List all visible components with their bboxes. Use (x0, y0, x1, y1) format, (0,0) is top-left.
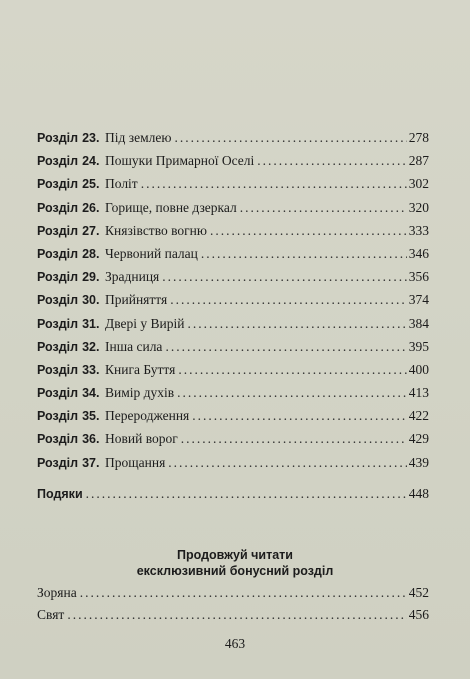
page-number: 448 (408, 486, 429, 501)
dot-leader (86, 486, 407, 502)
chapter-title: Переродження (105, 408, 190, 424)
dot-leader (187, 316, 406, 332)
bonus-title: Свят (37, 607, 65, 622)
chapter-title: Політ (105, 176, 138, 192)
page-number: 452 (408, 585, 429, 600)
chapter-title: Князівство вогню (105, 222, 207, 238)
toc-entry (37, 585, 429, 607)
toc-entry (37, 200, 429, 223)
chapter-title: Прощання (105, 454, 166, 470)
toc-entry (37, 455, 429, 478)
chapter-label: Розділ 26. (37, 200, 100, 215)
page-number: 413 (408, 385, 429, 401)
chapter-label: Розділ 25. (37, 177, 100, 192)
chapter-label: Розділ 24. (37, 154, 100, 169)
dot-leader (181, 431, 407, 447)
chapter-label: Розділ 35. (37, 409, 100, 424)
page-number: 374 (408, 292, 429, 308)
dot-leader (170, 292, 407, 308)
dot-leader (240, 200, 407, 216)
toc-entry (37, 176, 429, 199)
page-number: 422 (408, 408, 429, 424)
dot-leader (192, 408, 406, 424)
chapter-title: Прийняття (105, 292, 168, 308)
toc-entry (37, 153, 429, 176)
chapter-label: Розділ 29. (37, 270, 100, 285)
chapter-title: Зрадниця (105, 269, 160, 285)
dot-leader (210, 223, 407, 239)
toc-entry (37, 339, 429, 362)
page-number: 278 (408, 130, 429, 145)
chapter-label: Розділ 30. (37, 293, 100, 308)
chapter-label: Розділ 27. (37, 223, 100, 238)
dot-leader (178, 362, 406, 378)
dot-leader (168, 455, 406, 471)
page-number: 356 (408, 269, 429, 285)
toc-entry (37, 316, 429, 339)
chapter-label: Розділ 31. (37, 316, 100, 331)
chapter-label: Розділ 33. (37, 362, 100, 377)
chapter-title: Інша сила (105, 338, 163, 354)
dot-leader (174, 130, 406, 146)
page-number: 456 (408, 607, 429, 622)
dot-leader (201, 246, 407, 262)
toc-entry (37, 130, 429, 153)
dot-leader (162, 269, 406, 285)
table-of-contents (37, 130, 429, 478)
toc-entry (37, 385, 429, 408)
dot-leader (141, 176, 407, 192)
bonus-heading-line-2: ексклюзивний бонусний розділ (136, 564, 334, 578)
page-number: 333 (408, 222, 429, 238)
toc-entry (37, 607, 429, 629)
page-number: 395 (408, 338, 429, 354)
page-folio: 463 (224, 636, 246, 651)
toc-entry (37, 408, 429, 431)
page-number: 439 (408, 454, 429, 470)
dot-leader (67, 607, 406, 623)
chapter-title: Пошуки Примарної Оселі (105, 153, 255, 169)
chapter-title: Вимір духів (105, 385, 175, 401)
chapter-title: Новий ворог (105, 431, 178, 447)
chapter-label: Розділ 28. (37, 246, 100, 261)
page-number: 384 (408, 315, 429, 331)
page-number: 320 (408, 199, 429, 215)
chapter-label: Розділ 37. (37, 455, 100, 470)
chapter-title: Горище, повне дзеркал (105, 199, 237, 215)
chapter-title: Книга Буття (105, 361, 176, 377)
page-number: 346 (408, 245, 429, 261)
chapter-label: Розділ 34. (37, 386, 100, 401)
bonus-contents (37, 585, 429, 629)
dot-leader (257, 153, 407, 169)
acknowledgements-entry (37, 486, 429, 509)
toc-entry (37, 362, 429, 385)
dot-leader (80, 585, 407, 601)
toc-entry (37, 223, 429, 246)
page-number: 302 (408, 176, 429, 192)
page-number: 400 (408, 361, 429, 377)
chapter-label: Розділ 32. (37, 339, 100, 354)
bonus-title: Зоряна (37, 585, 77, 600)
chapter-title: Двері у Вирій (105, 315, 185, 331)
page-number: 429 (408, 431, 429, 447)
bonus-heading-line-1: Продовжуй читати (177, 548, 293, 562)
toc-entry (37, 246, 429, 269)
chapter-title: Під землею (105, 130, 172, 145)
dot-leader (177, 385, 407, 401)
acknowledgements-label: Подяки (37, 487, 83, 501)
chapter-label: Розділ 23. (37, 131, 100, 145)
toc-entry (37, 269, 429, 292)
toc-entry (37, 431, 429, 454)
chapter-label: Розділ 36. (37, 432, 100, 447)
page-number: 287 (408, 153, 429, 169)
toc-entry (37, 292, 429, 315)
chapter-title: Червоний палац (105, 245, 198, 261)
toc-entry (37, 486, 429, 509)
dot-leader (165, 339, 406, 355)
